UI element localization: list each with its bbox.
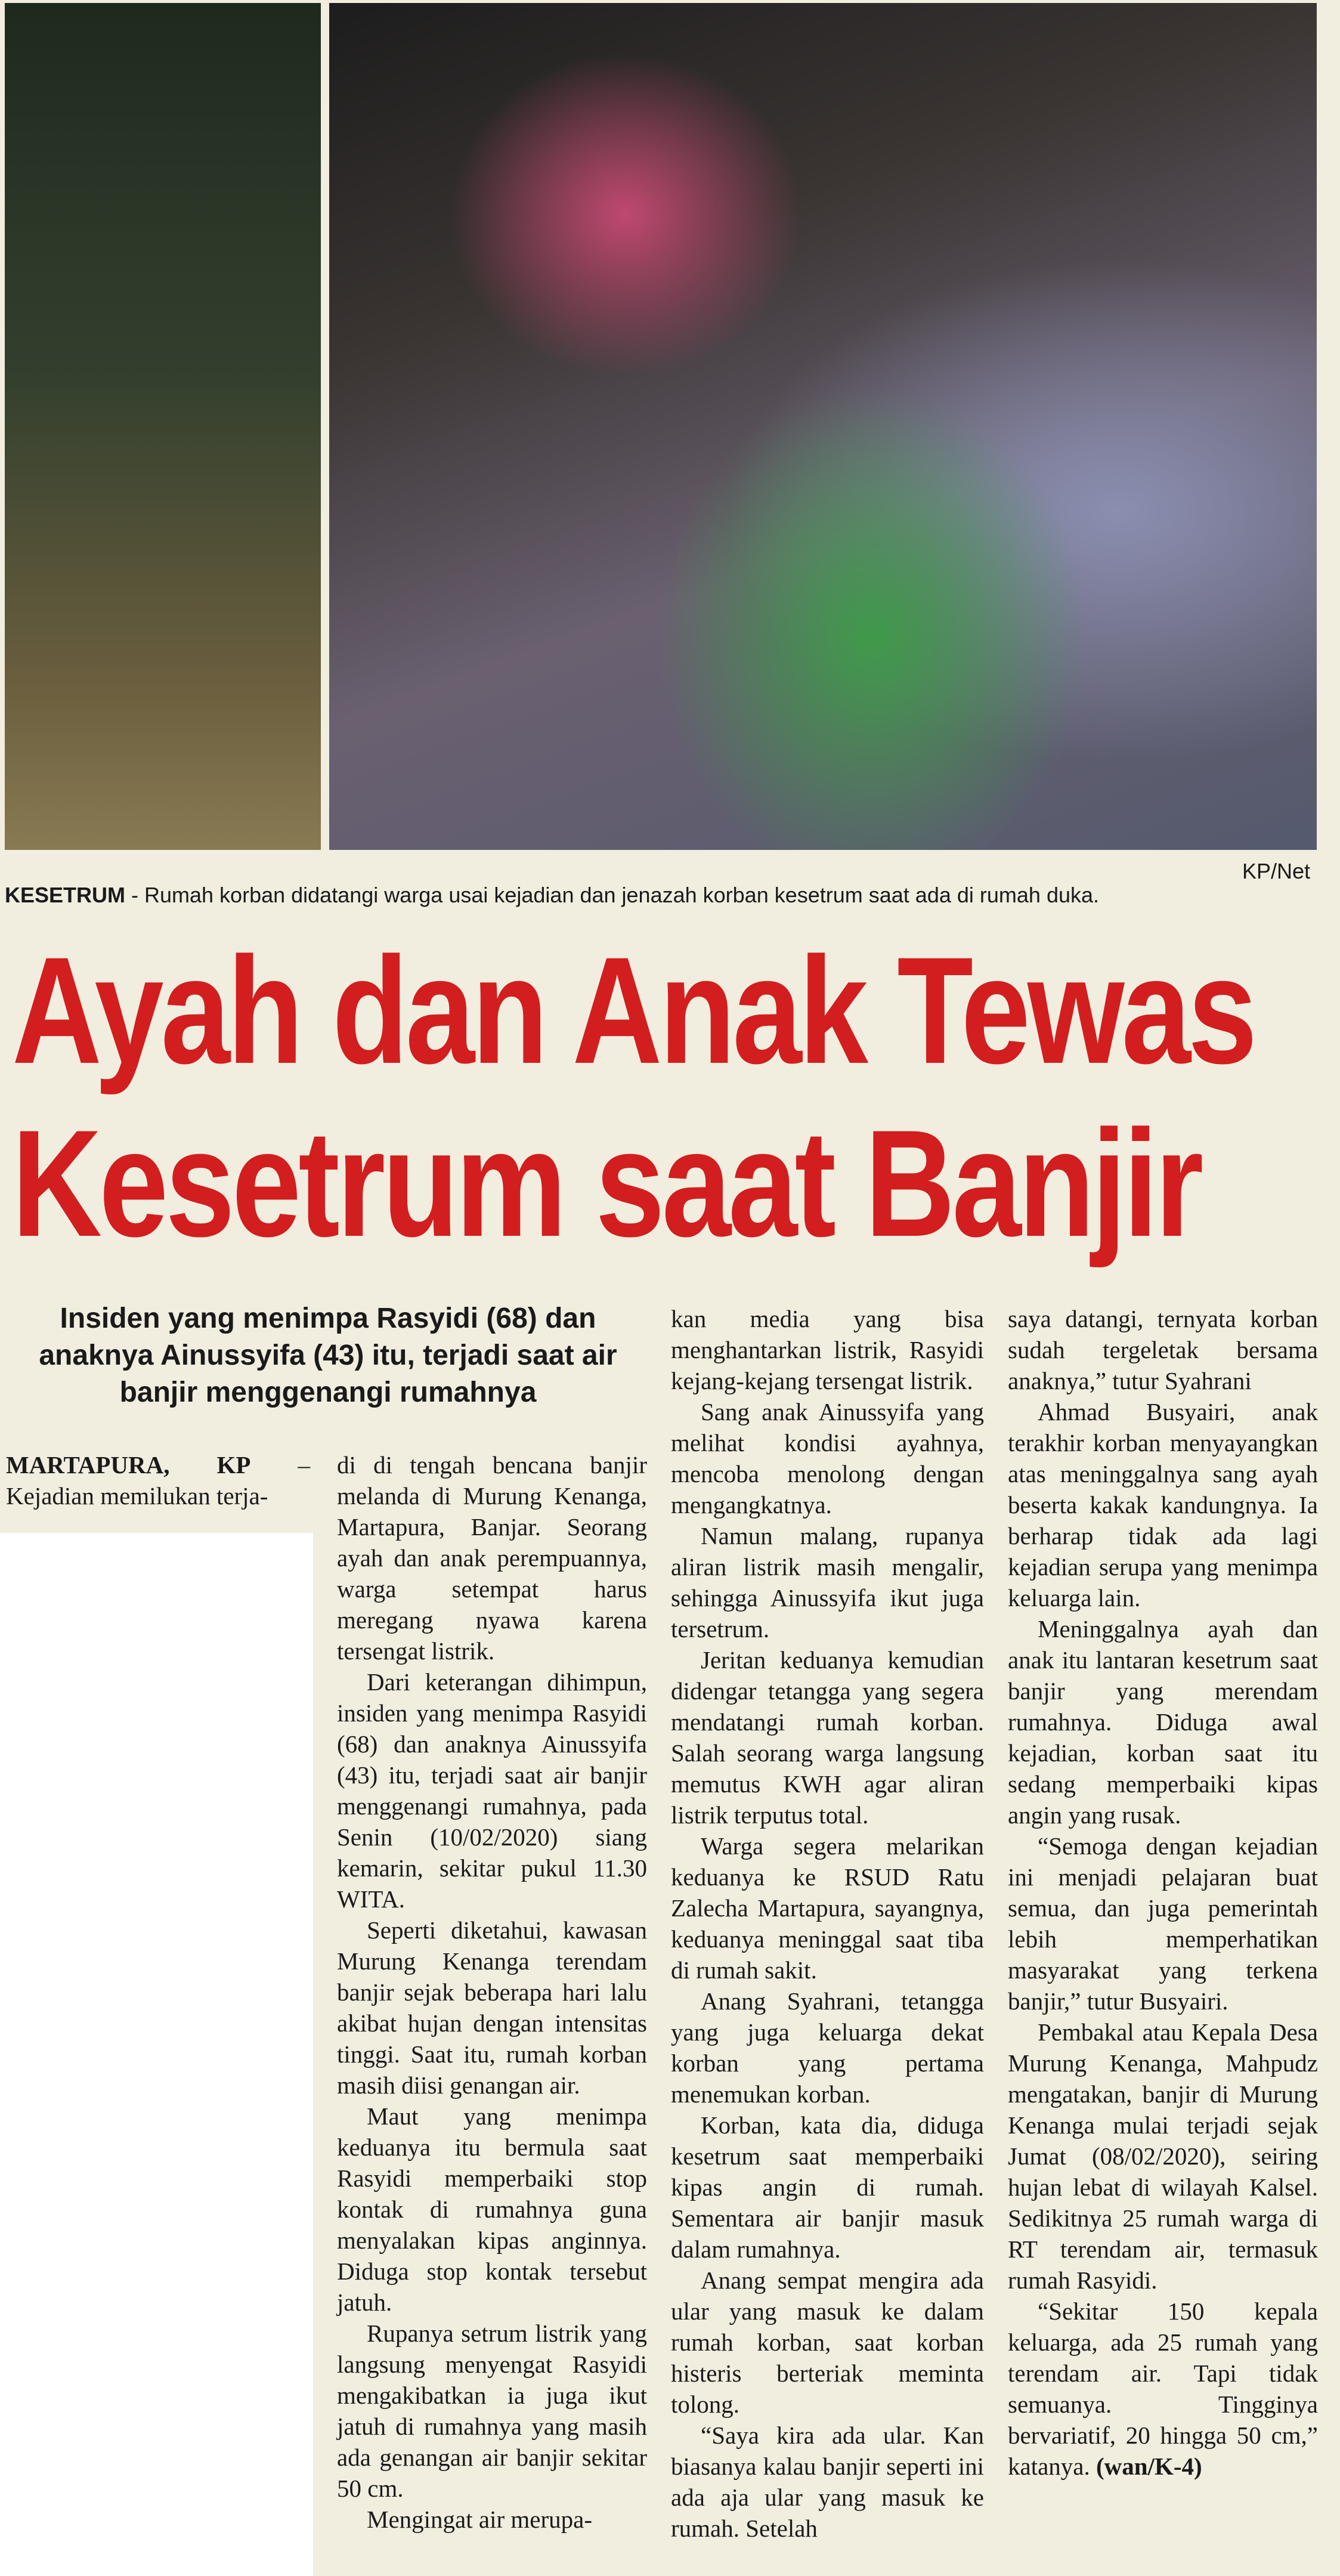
paragraph: Namun malang, rupanya aliran listrik masih mengalir, sehingga Ainussyifa ikut juga tersetrum.	[671, 1522, 984, 1643]
paragraph: Meninggalnya ayah dan anak itu lantaran kesetrum saat banjir yang merendam rumahnya. Diduga awal kejadian, korban saat itu sedang memperbaiki kipas angin yang rusak.	[1008, 1615, 1318, 1829]
paragraph: Jeritan keduanya kemudian didengar tetangga yang segera mendatangi rumah korban. Salah seorang warga langsung memutus KWH agar aliran listrik terputus total.	[671, 1646, 984, 1829]
article-column-4	[1008, 1303, 1318, 2482]
dateline: MARTAPURA, KP	[6, 1451, 251, 1479]
article-column-2	[337, 1449, 647, 2535]
photo-divider	[321, 3, 329, 850]
paragraph: Dari keterangan dihimpun, insiden yang menimpa Rasyidi (68) dan anaknya Ainussyifa (43) itu, terjadi saat air banjir menggenangi rumahnya, pada Senin (10/02/2020) siang kemarin, sekitar pukul 11.30 WITA.	[337, 1668, 647, 1913]
caption-label: KESETRUM	[5, 883, 126, 907]
paragraph: Maut yang menimpa keduanya itu bermula saat Rasyidi memperbaiki stop kontak di rumahnya guna menyalakan kipas anginnya. Diduga stop kontak tersebut jatuh.	[337, 2102, 647, 2316]
article-column-1	[6, 1449, 310, 1511]
paragraph-text: – Kejadian memilukan terja-	[6, 1451, 310, 1510]
paragraph: Ahmad Busyairi, anak terakhir korban menyayangkan atas meninggalnya sang ayah beserta kakak kandungnya. Ia berharap tidak ada lagi kejadian serupa yang menimpa keluarga lain.	[1008, 1398, 1318, 1612]
subheadline: Insiden yang menimpa Rasyidi (68) dan anaknya Ainussyifa (43) itu, terjadi saat air banjir menggenangi rumahnya	[39, 1303, 617, 1408]
photo-panel-left	[5, 3, 321, 850]
paragraph: Rupanya setrum listrik yang langsung menyengat Rasyidi mengakibatkan ia juga ikut jatuh di rumahnya yang masih ada genangan air banjir sekitar 50 cm.	[337, 2320, 647, 2502]
paragraph	[1008, 2296, 1318, 2482]
paragraph: Warga segera melarikan keduanya ke RSUD Ratu Zalecha Martapura, sayangnya, keduanya meninggal saat tiba di rumah sakit.	[671, 1832, 984, 1984]
headline	[12, 924, 1255, 1270]
paragraph: Sang anak Ainussyifa yang melihat kondisi ayahnya, mencoba menolong dengan mengangkatnya.	[671, 1398, 984, 1519]
photo-credit: KP/Net	[1242, 859, 1310, 883]
photo-caption	[5, 883, 1317, 908]
paragraph-text: “Sekitar 150 kepala keluarga, ada 25 rumah yang terendam air. Tapi tidak semuanya. Tingginya bervariatif, 20 hingga 50 cm,” katanya.	[1008, 2297, 1318, 2480]
paragraph	[6, 1449, 310, 1511]
headline-line-2: Kesetrum saat Banjir	[12, 1099, 1201, 1269]
article-column-3	[671, 1303, 984, 2544]
caption-text: - Rumah korban didatangi warga usai kejadian dan jenazah korban kesetrum saat ada di rumah duka.	[125, 883, 1100, 907]
paragraph: “Saya kira ada ular. Kan biasanya kalau banjir seperti ini ada aja ular yang masuk ke rumah. Setelah	[671, 2422, 984, 2542]
paragraph: kan media yang bisa menghantarkan listrik, Rasyidi kejang-kejang tersengat listrik.	[671, 1305, 984, 1394]
paragraph: Mengingat air merupa-	[367, 2506, 592, 2533]
paragraph: di di tengah bencana banjir melanda di Murung Kenanga, Martapura, Banjar. Seorang ayah dan anak perempuannya, warga setempat harus meregang nyawa karena tersengat listrik.	[337, 1451, 647, 1665]
blank-area	[0, 1533, 313, 2576]
headline-line-1: Ayah dan Anak Tewas	[12, 926, 1255, 1096]
news-photo	[5, 3, 1317, 850]
photo-panel-right	[329, 3, 1317, 850]
signoff: (wan/K-4)	[1090, 2453, 1202, 2480]
paragraph: Pembakal atau Kepala Desa Murung Kenanga, Mahpudz mengatakan, banjir di Murung Kenanga mulai terjadi sejak Jumat (08/02/2020), seiring hujan lebat di wilayah Kalsel. Sedikitnya 25 rumah warga di RT terendam air, termasuk rumah Rasyidi.	[1008, 2018, 1318, 2294]
paragraph: Korban, kata dia, diduga kesetrum saat memperbaiki kipas angin di rumah. Sementara air banjir masuk dalam rumahnya.	[671, 2111, 984, 2263]
paragraph: Seperti diketahui, kawasan Murung Kenanga terendam banjir sejak beberapa hari lalu akibat hujan dengan intensitas tinggi. Saat itu, rumah korban masih diisi genangan air.	[337, 1916, 647, 2099]
paragraph: saya datangi, ternyata korban sudah tergeletak bersama anaknya,” tutur Syahrani	[1008, 1305, 1318, 1394]
paragraph: “Semoga dengan kejadian ini menjadi pelajaran buat semua, dan juga pemerintah lebih memperhatikan masyarakat yang terkena banjir,” tutur Busyairi.	[1008, 1832, 1318, 2015]
paragraph: Anang sempat mengira ada ular yang masuk ke dalam rumah korban, saat korban histeris berteriak meminta tolong.	[671, 2266, 984, 2418]
paragraph: Anang Syahrani, tetangga yang juga keluarga dekat korban yang pertama menemukan korban.	[671, 1987, 984, 2108]
